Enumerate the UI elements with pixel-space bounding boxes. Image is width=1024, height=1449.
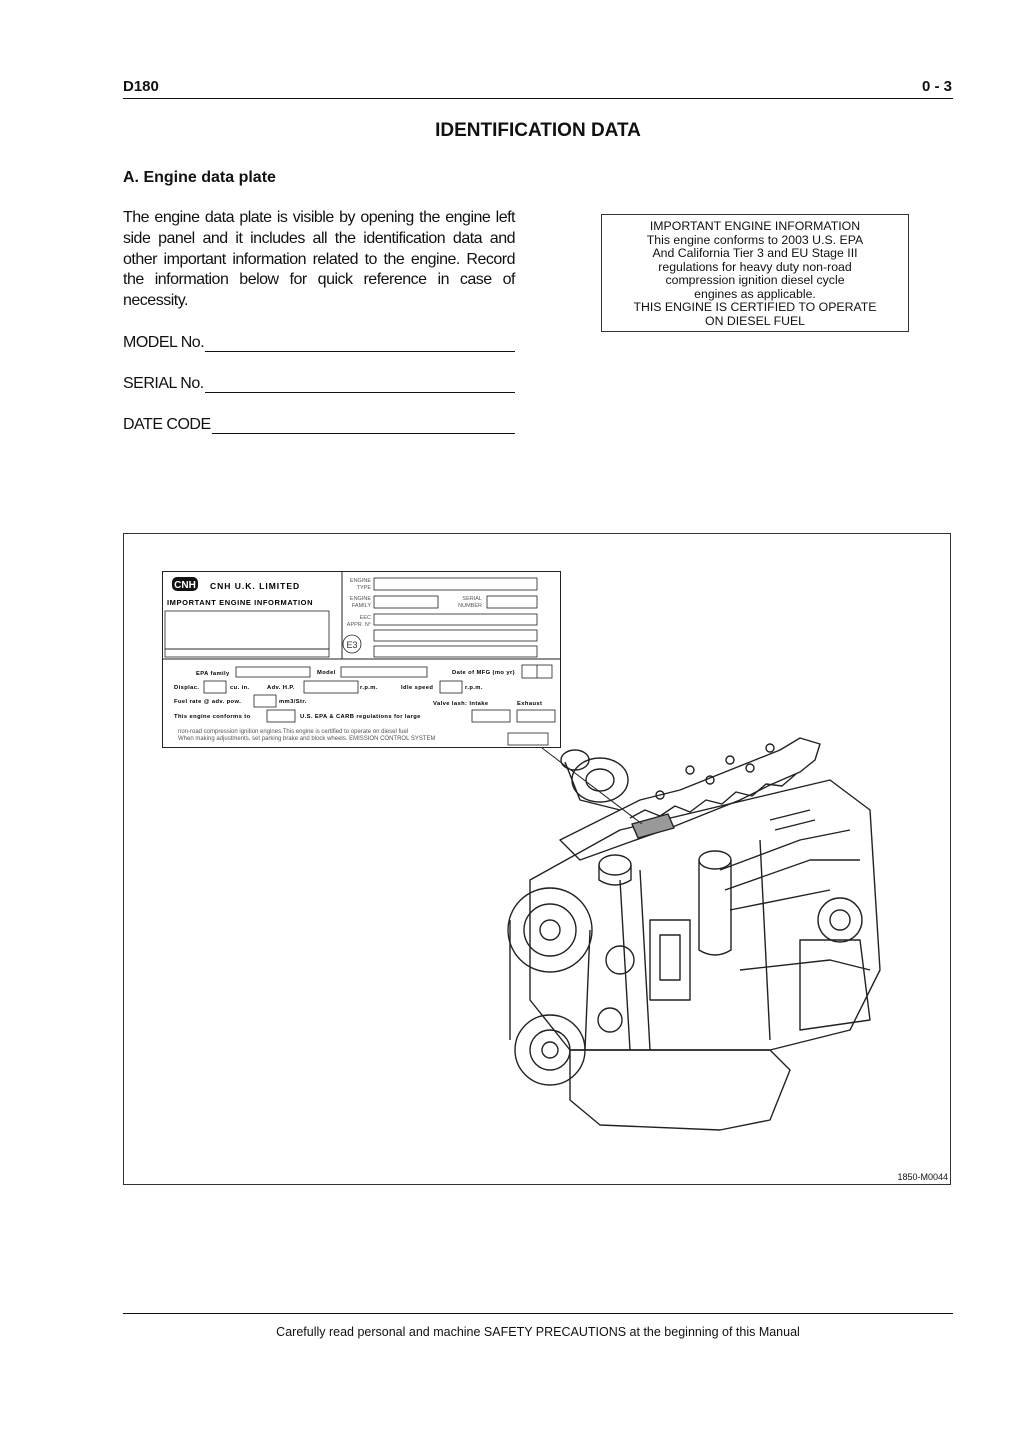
oil-pan <box>570 1050 790 1130</box>
info-line: engines as applicable. <box>694 286 816 301</box>
label-mm3-str: mm3/Str. <box>279 699 307 705</box>
model-number-field <box>123 334 515 352</box>
label-date-mfg: Date of MFG (mo yr) <box>452 670 515 676</box>
info-line: IMPORTANT ENGINE INFORMATION <box>649 219 861 233</box>
label-serial-2: NUMBER <box>458 603 482 609</box>
crank-pulley <box>508 888 592 972</box>
info-line: regulations for heavy duty non-road <box>658 259 852 274</box>
label-rpm: r.p.m. <box>360 685 378 691</box>
label-fuel-rate: Fuel rate @ adv. pow. <box>174 699 242 705</box>
intro-paragraph: The engine data plate is visible by opening the engine left side panel and it includes all the identification data and other important information related to the engine. Record the information below for quick reference in case of necessity. <box>123 209 515 310</box>
label-eec-1: EEC <box>359 615 371 621</box>
date-code-field <box>123 416 515 434</box>
label-engine-type-2: TYPE <box>356 585 371 591</box>
label-regs: U.S. EPA & CARB regulations for large <box>300 714 421 720</box>
section-title: A. Engine data plate <box>123 169 276 186</box>
turbocharger <box>572 758 628 802</box>
footer-text: Carefully read personal and machine SAFETY PRECAUTIONS at the beginning of this Manual <box>276 1325 800 1339</box>
label-valve-lash: Valve lash: Intake <box>433 701 489 707</box>
header-page-number: 0 - 3 <box>921 78 952 95</box>
engine-illustration <box>470 720 910 1160</box>
plate-note-2: When making adjustments, set parking brake and block wheels. EMISSION CONTROL SYSTEM <box>178 736 436 742</box>
page-title: IDENTIFICATION DATA <box>435 120 641 141</box>
label-adv-hp: Adv. H.P. <box>267 685 295 691</box>
info-line: compression ignition diesel cycle <box>665 273 845 287</box>
label-displac: Displac. <box>174 685 200 691</box>
label-epa-family: EPA family <box>196 671 230 677</box>
cnh-logo-text: CNH <box>174 580 196 591</box>
footer-rule <box>123 1313 953 1314</box>
model-number-line <box>205 337 515 352</box>
engine-plate-location <box>632 814 674 838</box>
plate-note-1: non-road compression ignition engines.This engine is certified to operate on diesel fuel <box>178 729 409 735</box>
label-engine-family-2: FAMILY <box>351 603 371 609</box>
date-code-label: DATE CODE <box>123 416 211 433</box>
label-cu-in: cu. in. <box>230 685 250 691</box>
label-model: Model <box>317 670 336 676</box>
label-rpm-2: r.p.m. <box>465 685 483 691</box>
e3-mark: E3 <box>346 640 358 650</box>
model-number-label: MODEL No. <box>123 334 205 351</box>
plate-heading: IMPORTANT ENGINE INFORMATION <box>167 598 314 607</box>
engine-data-plate <box>162 571 562 749</box>
info-line: THIS ENGINE IS CERTIFIED TO OPERATE <box>633 300 877 314</box>
serial-number-label: SERIAL No. <box>123 375 204 392</box>
label-idle-speed: Idle speed <box>401 685 434 691</box>
label-engine-type-1: ENGINE <box>349 578 371 584</box>
important-engine-info-box <box>601 214 909 332</box>
header-model: D180 <box>123 78 159 95</box>
serial-number-line <box>205 378 515 393</box>
info-line: And California Tier 3 and EU Stage III <box>652 246 858 260</box>
label-eec-2: APPR. N° <box>346 622 371 628</box>
label-serial-1: SERIAL <box>462 596 482 602</box>
figure-code: 1850-M0044 <box>897 1172 948 1182</box>
plate-company: CNH U.K. LIMITED <box>210 581 301 591</box>
info-line: This engine conforms to 2003 U.S. EPA <box>646 232 864 247</box>
engine-block <box>530 780 880 1050</box>
serial-number-field <box>123 375 515 393</box>
header-rule <box>123 98 953 99</box>
label-conforms: This engine conforms to <box>174 714 251 720</box>
label-exhaust: Exhaust <box>517 701 543 707</box>
date-code-line <box>212 419 515 434</box>
info-line: ON DIESEL FUEL <box>705 313 805 328</box>
label-engine-family-1: ENGINE <box>349 596 371 602</box>
